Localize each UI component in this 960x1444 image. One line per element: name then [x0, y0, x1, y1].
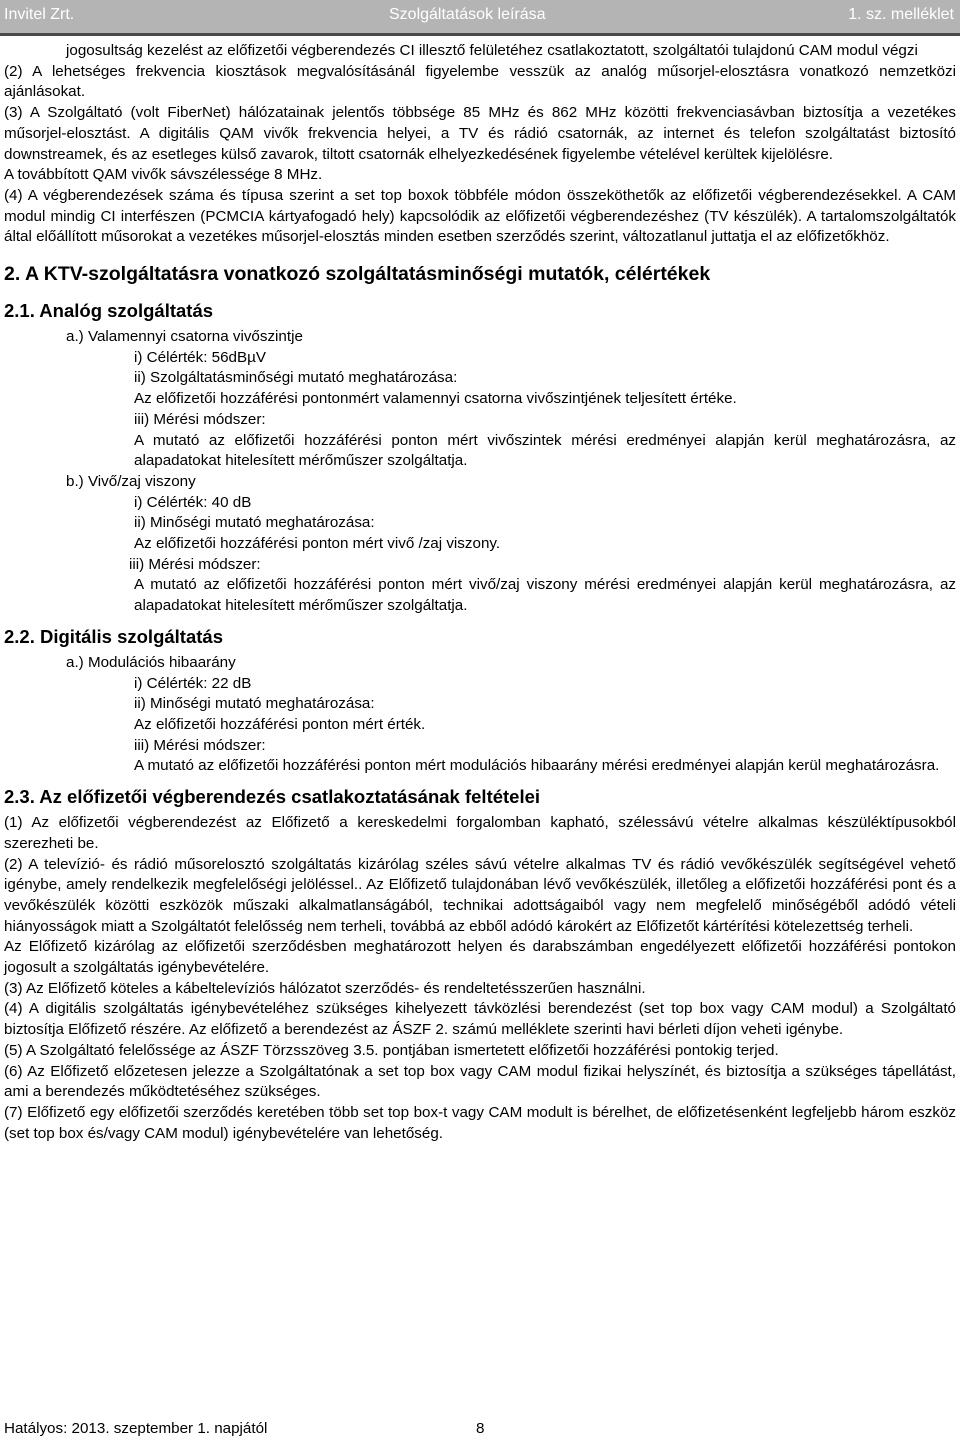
item-a-definition-label: ii) Szolgáltatásminőségi mutató meghatározása: [134, 369, 458, 387]
terms-paragraph-2: (2) A televízió- és rádió műsorelosztó szolgáltatás kizárólag széles sávú vételre alkalmas TV és rádió vevőkészülék segítségével vehető igénybe, amely rendelkezik megfelelőségi jelöléssel.. Az Előfizető tulajdonában lévő vevőkészülék, illetőleg a előfizetői hozzáférési pont és a vevőkészülék közötti eszközök műszaki alkalmatlanságából, technikai adottságaiból vagy nem megfelelő minőségéből adódó vételi hiányosságok miatt a Szolgáltatót felelősség nem terheli, továbbá az ebből adódó károkért az Előfizetőt kártérítési kötelezettség terheli. [4, 855, 956, 935]
terms-paragraph-1: (1) Az előfizetői végberendezést az Előfizető a kereskedelmi forgalomban kapható, szélessávú vételre alkalmas készüléktípusokból szerezheti be. [4, 814, 956, 852]
paragraph-continuation: jogosultság kezelést az előfizetői végberendezés CI illesztő felületéhez csatlakoztatott, szolgáltatói tulajdonú CAM modul végzi [66, 42, 918, 59]
digital-item-a-method-label: iii) Mérési módszer: [134, 736, 266, 754]
item-b-method-text: A mutató az előfizetői hozzáférési ponton mért vivő/zaj viszony mérési eredményei alapján kerül meghatározásra, az alapadatokat hitelesített mérőműszer szolgáltatja. [134, 576, 956, 615]
header-annex: 1. sz. melléklet [848, 6, 954, 23]
digital-item-a-definition-text: Az előfizetői hozzáférési ponton mért érték. [134, 715, 426, 733]
section-2-3-heading: 2.3. Az előfizetői végberendezés csatlakoztatásának feltételei [4, 786, 541, 808]
digital-item-a-definition-label: ii) Minőségi mutató meghatározása: [134, 695, 375, 713]
footer-effective-date: Hatályos: 2013. szeptember 1. napjától [4, 1420, 268, 1437]
paragraph-2: (2) A lehetséges frekvencia kiosztások megvalósításánál figyelembe vesszük az analóg műsorjel-elosztásra vonatkozó nemzetközi ajánlásokat. [4, 62, 956, 101]
page-content [4, 41, 956, 1144]
header-title: Szolgáltatások leírása [389, 6, 546, 23]
item-b-title: b.) Vivő/zaj viszony [66, 472, 196, 490]
section-2-2-heading: 2.2. Digitális szolgáltatás [4, 625, 223, 647]
digital-item-a-target: i) Célérték: 22 dB [134, 674, 252, 692]
terms-paragraph-3: (3) Az Előfizető köteles a kábeltelevíziós hálózatot szerződés- és rendeltetésszerűen használni. [4, 979, 646, 997]
header-company: Invitel Zrt. [4, 6, 75, 23]
page-footer [4, 1420, 485, 1437]
paragraph-4: (4) A végberendezések száma és típusa szerint a set top boxok többféle módon összeköthetők az előfizetői végberendezésekkel. A CAM modul mindig CI interfészen (PCMCIA kártyafogadó hely) kapcsolódik az előfizetői végberendezéshez (TV készülék). A tartalomszolgáltatók által előállított műsorokat a vezetékes műsorjel-elosztás minden esetben szerződés szerint, változatlanul juttatja el az előfizetőkhöz. [4, 186, 956, 246]
paragraph-3: (3) A Szolgáltató (volt FiberNet) hálózatainak jelentős többsége 85 MHz és 862 MHz közötti frekvenciasávban biztosítja a vezetékes műsorjel-elosztást. A digitális QAM vivők frekvencia helyei, a TV és rádió csatornák, az internet és telefon szolgáltatást biztosító downstreamek, és az esetleges külső zavarok, tiltott csatornák elhelyezkedésének figyelembe vételével kerültek kijelölésre. [4, 104, 956, 163]
page-header [0, 0, 960, 36]
item-b-definition-label: ii) Minőségi mutató meghatározása: [134, 514, 375, 532]
item-b-method-label: iii) Mérési módszer: [129, 555, 261, 573]
paragraph-qam-bandwidth: A továbbított QAM vivők sávszélessége 8 MHz. [4, 166, 323, 184]
page-number: 8 [476, 1420, 485, 1437]
terms-paragraph-4: (4) A digitális szolgáltatás igénybevételéhez szükséges kihelyezett távközlési berendezést (set top box vagy CAM modul) a Szolgáltató biztosítja Előfizető részére. Az előfizető a berendezést az ÁSZF 2. számú melléklete szerinti havi bérleti díjon veheti igénybe. [4, 1000, 956, 1039]
item-a-title: a.) Valamennyi csatorna vivőszintje [66, 328, 303, 346]
header-rule [0, 33, 960, 36]
terms-paragraph-2b: Az Előfizető kizárólag az előfizetői szerződésben meghatározott helyen és darabszámban engedélyezett előfizetői hozzáférési pontokon jogosult a szolgáltatás igénybevételére. [4, 938, 956, 977]
item-a-definition-text: Az előfizetői hozzáférési pontonmért valamennyi csatorna vivőszintjének teljesített értéke. [134, 390, 737, 408]
digital-item-a-title: a.) Modulációs hibaarány [66, 653, 236, 671]
digital-item-a-method-text: A mutató az előfizetői hozzáférési ponton mért modulációs hibaarány mérési eredményei alapján kerül meghatározásra. [134, 757, 940, 775]
terms-paragraph-6: (6) Az Előfizető előzetesen jelezze a Szolgáltatónak a set top box vagy CAM modul fizikai helyszínét, és biztosítja a szükséges tápellátást, ami a berendezés működtetéséhez szükséges. [4, 1062, 956, 1101]
item-a-target: i) Célérték: 56dBµV [134, 348, 266, 366]
item-b-target: i) Célérték: 40 dB [134, 493, 252, 511]
section-2-heading: 2. A KTV-szolgáltatásra vonatkozó szolgáltatásminőségi mutatók, célértékek [4, 263, 711, 286]
section-2-1-heading: 2.1. Analóg szolgáltatás [4, 300, 214, 322]
item-b-definition-text: Az előfizetői hozzáférési ponton mért vivő /zaj viszony. [134, 535, 501, 553]
item-a-method-text: A mutató az előfizetői hozzáférési ponton mért vivőszintek mérési eredményei alapján kerül meghatározásra, az alapadatokat hitelesített mérőműszer szolgáltatja. [134, 431, 956, 470]
terms-paragraph-5: (5) A Szolgáltató felelőssége az ÁSZF Törzsszöveg 3.5. pontjában ismertetett előfizetői hozzáférési pontokig terjed. [4, 1041, 779, 1059]
terms-paragraph-7: (7) Előfizető egy előfizetői szerződés keretében több set top box-t vagy CAM modult is bérelhet, de előfizetésenként legfeljebb három eszköz (set top box és/vagy CAM modul) igénybevételére van lehetőség. [4, 1103, 956, 1142]
item-a-method-label: iii) Mérési módszer: [134, 410, 266, 428]
